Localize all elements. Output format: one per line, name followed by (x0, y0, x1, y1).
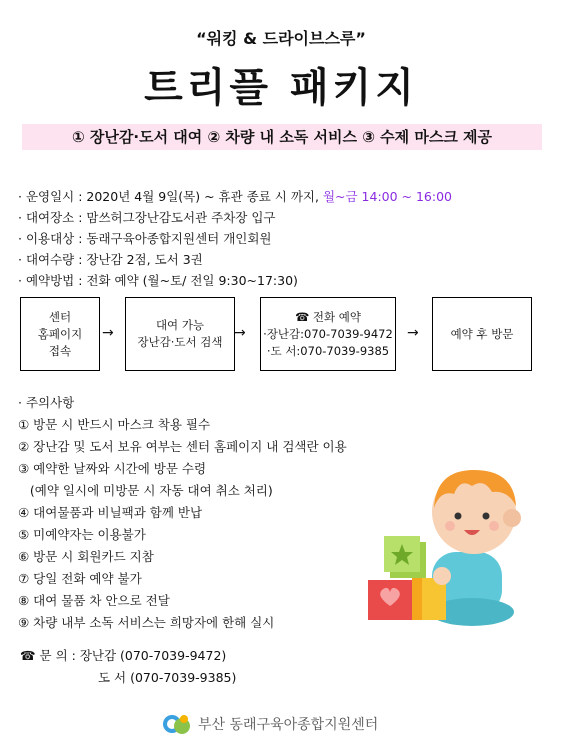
note-item: (예약 일시에 미방문 시 자동 대여 취소 처리) (18, 483, 273, 498)
flow-step-text: 대여 가능 (155, 318, 205, 332)
flow-arrow: → (234, 325, 246, 341)
flow-arrow: → (102, 325, 114, 341)
flow-step-phone (260, 297, 396, 371)
note-item: ⑥ 방문 시 회원카드 지참 (18, 549, 154, 564)
org-name: 부산 동래구육아종합지원센터 (198, 717, 379, 733)
info-target: · 이용대상 : 동래구육아종합지원센터 개인회원 (18, 231, 272, 246)
child-blocks-illustration (362, 460, 537, 630)
info-quantity: · 대여수량 : 장난감 2점, 도서 3권 (18, 252, 203, 267)
contact-line-books: 도 서 (070-7039-9385) (98, 670, 237, 685)
flow-step-homepage (20, 297, 100, 371)
footer-logo (162, 712, 378, 736)
flow-step-text: ·장난감:070-7039-9472 (263, 326, 393, 341)
flow-step-text: 장난감·도서 검색 (137, 335, 223, 349)
page-title: 트리플 패키지 (144, 65, 418, 111)
note-item: ⑤ 미예약자는 이용불가 (18, 527, 146, 542)
flow-step-text: ·도 서:070-7039-9385 (266, 343, 390, 358)
flow-step-text: ☎ 전화 예약 (294, 309, 362, 324)
org-logo-icon (162, 712, 192, 736)
flow-step-text: 예약 후 방문 (450, 326, 514, 341)
flow-step-visit (432, 297, 532, 371)
contact-line-toys: ☎ 문 의 : 장난감 (070-7039-9472) (20, 648, 227, 663)
info-location: · 대여장소 : 맘쓰허그장난감도서관 주차장 입구 (18, 210, 276, 225)
info-reservation: · 예약방법 : 전화 예약 (월~토/ 전일 9:30~17:30) (18, 273, 298, 288)
services-banner: ① 장난감·도서 대여 ② 차량 내 소독 서비스 ③ 수제 마스크 제공 (22, 124, 542, 150)
note-item: ⑦ 당일 전화 예약 불가 (18, 571, 142, 586)
flow-step-text: 홈페이지 (37, 326, 83, 341)
contact-info (20, 645, 236, 689)
note-item: ⑨ 차량 내부 소독 서비스는 희망자에 한해 실시 (18, 615, 275, 630)
flow-step-text: 센터 (48, 309, 72, 324)
note-item: ② 장난감 및 도서 보유 여부는 센터 홈페이지 내 검색란 이용 (18, 439, 347, 454)
process-flow (20, 297, 540, 377)
notes-list (18, 392, 347, 634)
note-item: ③ 예약한 날짜와 시간에 방문 수령 (18, 461, 207, 476)
note-item: ⑧ 대여 물품 차 안으로 전달 (18, 593, 170, 608)
info-schedule (18, 186, 452, 207)
info-schedule-text: · 운영일시 : 2020년 4월 9일(목) ~ 휴관 종료 시 까지, (18, 189, 323, 204)
note-item: ④ 대여물품과 비닐팩과 함께 반납 (18, 505, 203, 520)
event-subtitle: “워킹 & 드라이브스루” (196, 29, 366, 48)
notes-heading: · 주의사항 (18, 395, 75, 410)
flow-step-search (125, 297, 235, 371)
info-schedule-hours: 월~금 14:00 ~ 16:00 (322, 189, 453, 204)
flow-step-text: 접속 (48, 343, 72, 358)
flow-arrow: → (407, 325, 419, 341)
info-list (18, 186, 452, 291)
note-item: ① 방문 시 반드시 마스크 착용 필수 (18, 417, 211, 432)
